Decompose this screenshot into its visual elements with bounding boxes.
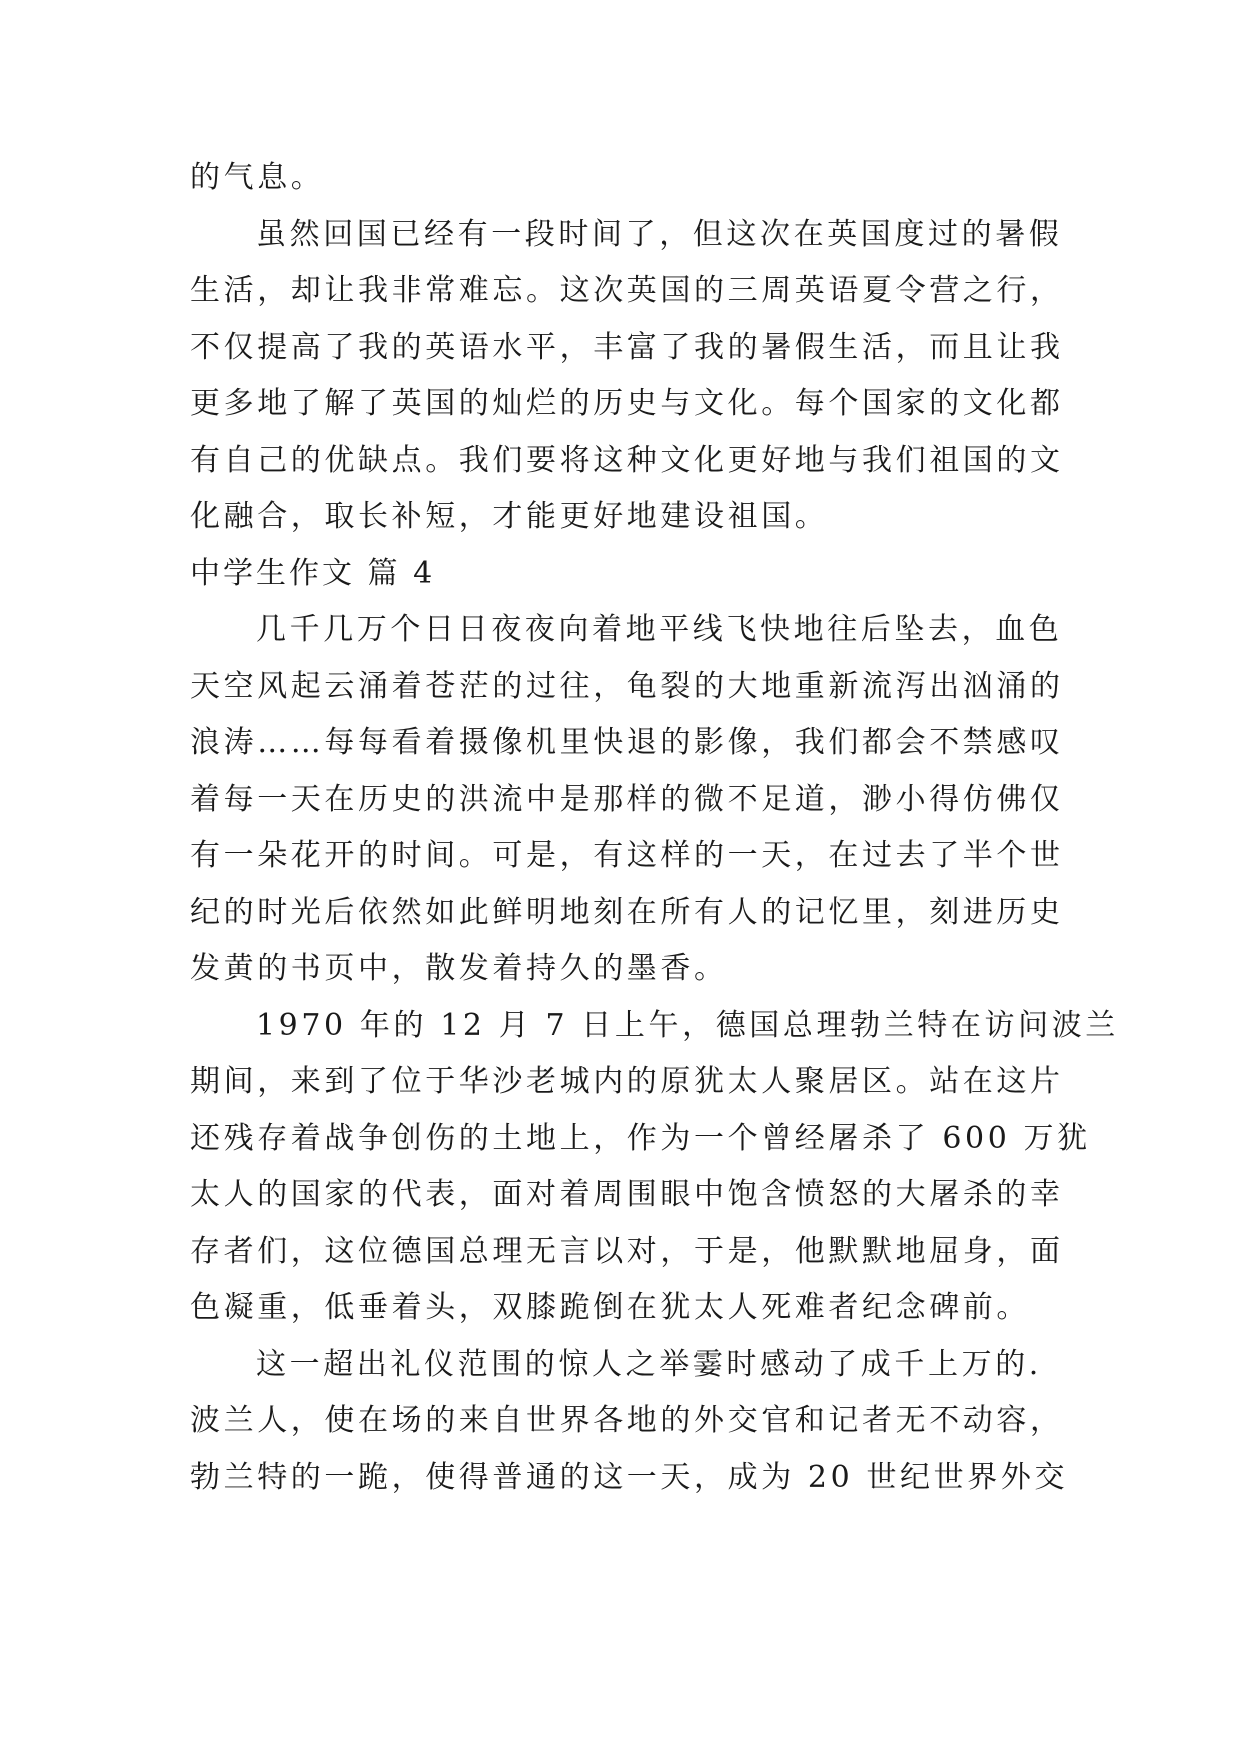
paragraph-line: 纪的时光后依然如此鲜明地刻在所有人的记忆里，刻进历史	[190, 894, 1064, 930]
paragraph-line: 1970 年的 12 月 7 日上午，德国总理勃兰特在访问波兰	[256, 1007, 1119, 1043]
paragraph-line: 着每一天在历史的洪流中是那样的微不足道，渺小得仿佛仅	[190, 781, 1064, 817]
paragraph-line: 有一朵花开的时间。可是，有这样的一天，在过去了半个世	[190, 838, 1064, 873]
paragraph-line: 期间，来到了位于华沙老城内的原犹太人聚居区。站在这片	[190, 1064, 1064, 1099]
paragraph-line: 勃兰特的一跪，使得普通的这一天，成为 20 世纪世界外交	[190, 1459, 1069, 1495]
paragraph-line: 存者们，这位德国总理无言以对，于是，他默默地屈身，面	[190, 1233, 1064, 1269]
paragraph-line: 色凝重，低垂着头，双膝跪倒在犹太人死难者纪念碑前。	[190, 1290, 1030, 1325]
paragraph-line: 有自己的优缺点。我们要将这种文化更好地与我们祖国的文	[190, 442, 1064, 478]
paragraph-line: 浪涛……每每看着摄像机里快退的影像，我们都会不禁感叹	[190, 725, 1064, 760]
paragraph-line: 生活，却让我非常难忘。这次英国的三周英语夏令营之行，	[190, 273, 1064, 308]
paragraph-line: 这一超出礼仪范围的惊人之举霎时感动了成千上万的.	[256, 1346, 1042, 1382]
paragraph-line: 波兰人，使在场的来自世界各地的外交官和记者无不动容，	[190, 1403, 1064, 1438]
paragraph-line: 太人的国家的代表，面对着周围眼中饱含愤怒的大屠杀的幸	[190, 1177, 1064, 1212]
paragraph-line: 虽然回国已经有一段时间了，但这次在英国度过的暑假	[256, 216, 1063, 252]
paragraph-line: 还残存着战争创伤的土地上，作为一个曾经屠杀了 600 万犹	[190, 1120, 1091, 1156]
paragraph-line: 天空风起云涌着苍茫的过往，龟裂的大地重新流泻出汹涌的	[190, 668, 1064, 704]
paragraph-line: 几千几万个日日夜夜向着地平线飞快地往后坠去，血色	[256, 612, 1063, 647]
document-body	[190, 150, 1119, 1506]
section-heading: 中学生作文 篇 4	[190, 555, 436, 591]
paragraph-line: 发黄的书页中，散发着持久的墨香。	[190, 951, 728, 986]
paragraph-line: 化融合，取长补短，才能更好地建设祖国。	[190, 499, 829, 534]
paragraph-line: 的气息。	[190, 160, 325, 195]
paragraph-line: 不仅提高了我的英语水平，丰富了我的暑假生活，而且让我	[190, 329, 1064, 365]
paragraph-line: 更多地了解了英国的灿烂的历史与文化。每个国家的文化都	[190, 386, 1064, 421]
